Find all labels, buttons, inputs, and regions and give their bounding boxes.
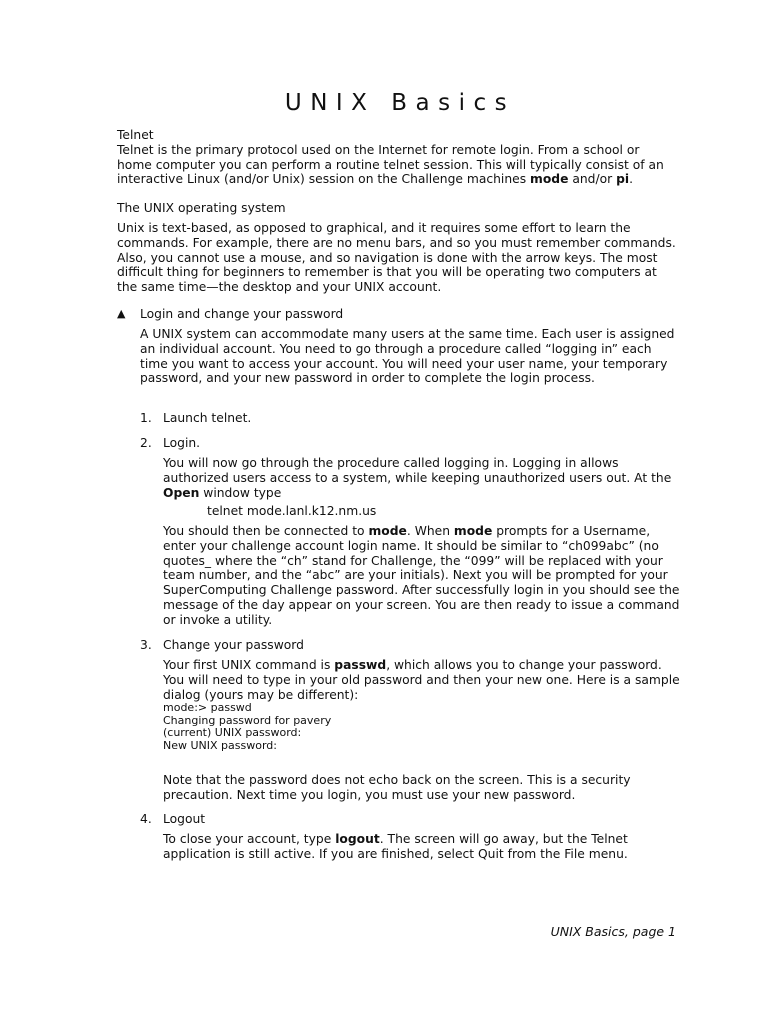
andor-text: and/or	[568, 172, 617, 187]
step-1-number: 1.	[140, 411, 152, 425]
pi-term: pi	[616, 172, 630, 187]
step-4-p1a: To close your account, type	[163, 832, 336, 846]
login-section-intro: A UNIX system can accommodate many users at the same time. Each user is assigned an individual account. You need to go through a procedure called “logging in” each time you want to access your account. You will need your user name, your temporary password, and your new password in order to complete the login process.	[140, 327, 675, 386]
step-2-p2c: prompts for a Username, enter your challenge account login name. It should be similar to “ch099abc” (no quotes_ where the “ch” stand for Challenge, the “099” will be replaced with your team number, and the “abc” are your initials). Next you will be prompted for your SuperComputing Challenge password. After successfully login in you should see the message of the day appear on your screen. You are then ready to issue a command or invoke a utility.	[163, 524, 680, 627]
step-4-label: Logout	[163, 812, 206, 826]
telnet-paragraph	[117, 143, 677, 187]
step-2-label: Login.	[163, 436, 201, 450]
step-3-label: Change your password	[163, 638, 304, 652]
unix-os-paragraph: Unix is text-based, as opposed to graphical, and it requires some effort to learn the commands. For example, there are no menu bars, and so you must remember commands. Also, you cannot use a mouse, and so navigation is done with the arrow keys. The most difficult thing for beginners to remember is that you will be operating two computers at the same time—the desktop and your UNIX account.	[117, 221, 676, 295]
step-4-p1b: . The screen will go away, but the Telnet application is still active. If you are finished, select Quit from the File menu.	[163, 832, 628, 861]
step-2-p2b: . When	[406, 524, 454, 538]
triangle-bullet-icon: ▲	[117, 307, 126, 320]
step-3-number: 3.	[140, 638, 152, 652]
logout-term: logout	[335, 832, 380, 846]
mode-term: mode	[453, 524, 493, 538]
document-title: UNIX Basics	[284, 90, 516, 116]
telnet-text: Telnet is the primary protocol used on the Internet for remote login. From a school or home computer you can perform a routine telnet session. This will typically consist of an interactive Linux (and/or Unix) session on the Challenge machines	[117, 142, 664, 187]
period-text: .	[629, 172, 634, 187]
dialog-line: Changing password for pavery	[163, 713, 332, 727]
step-2-text-b: window type	[199, 485, 282, 500]
step-3-p1a: Your first UNIX command is	[163, 658, 335, 672]
step-3-paragraph	[163, 658, 683, 702]
step-4-paragraph	[163, 832, 683, 862]
step-3-p1b: , which allows you to change your password. You will need to type in your old password and then your new one. Here is a sample dialog (yours may be different):	[163, 658, 680, 702]
dialog-line: (current) UNIX password:	[163, 726, 302, 740]
step-1-label: Launch telnet.	[163, 411, 252, 425]
dialog-line: New UNIX password:	[163, 738, 277, 752]
step-2-paragraph-2	[163, 524, 683, 628]
step-3-note: Note that the password does not echo back on the screen. This is a security precaution. Next time you login, you must use your new password.	[163, 773, 631, 802]
login-section-heading: Login and change your password	[140, 307, 344, 321]
telnet-section	[117, 128, 677, 187]
step-2-p2a: You should then be connected to	[163, 524, 369, 538]
step-2-paragraph	[163, 456, 683, 500]
password-dialog	[163, 702, 683, 752]
mode-term: mode	[368, 524, 407, 538]
dialog-line: mode:> passwd	[163, 701, 252, 714]
page-footer: UNIX Basics, page 1	[550, 924, 676, 939]
open-term: Open	[163, 485, 200, 500]
step-4-number: 4.	[140, 812, 152, 826]
telnet-heading: Telnet	[117, 128, 154, 142]
telnet-command: telnet mode.lanl.k12.nm.us	[207, 504, 377, 518]
unix-os-heading: The UNIX operating system	[117, 201, 286, 215]
step-2-number: 2.	[140, 436, 152, 450]
passwd-term: passwd	[334, 658, 387, 672]
mode-term: mode	[530, 172, 569, 187]
step-2-text: You will now go through the procedure called logging in. Logging in allows authorized users access to a system, while keeping unauthorized users out. At the	[163, 456, 672, 485]
